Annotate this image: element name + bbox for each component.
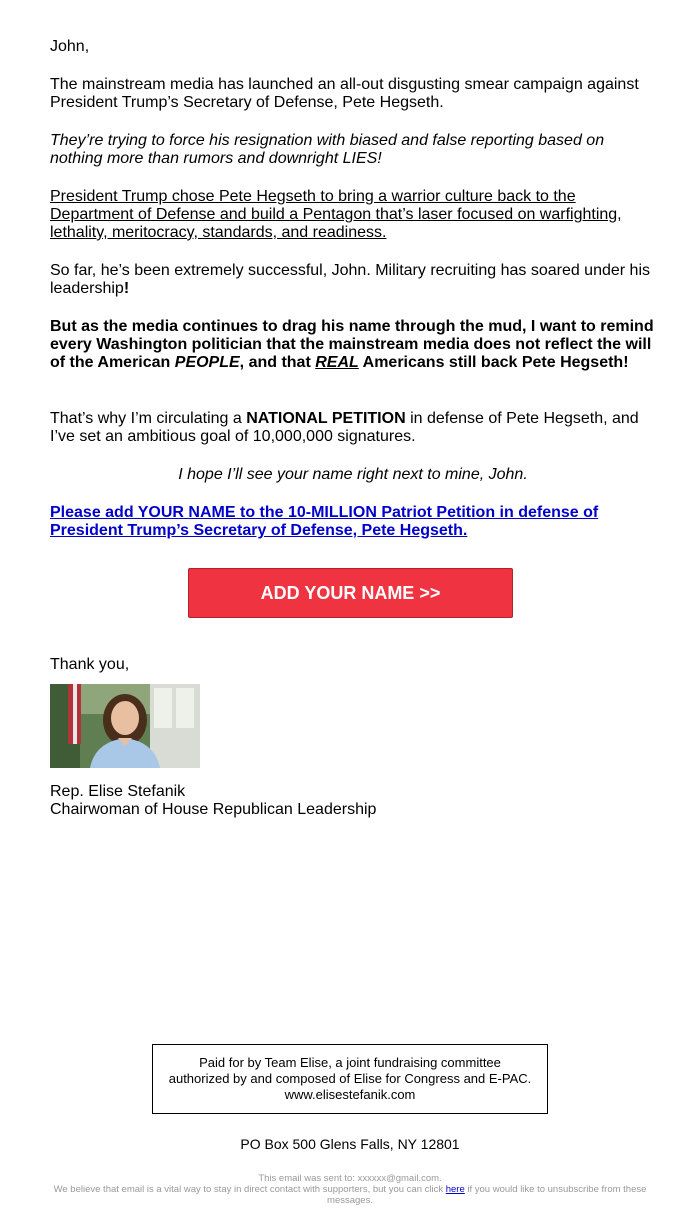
signer-name: Rep. Elise Stefanik (50, 783, 186, 800)
petition-text-a: That’s why I’m circulating a (50, 410, 247, 427)
mud-text-b: , and that (239, 354, 316, 371)
add-your-name-button[interactable]: ADD YOUR NAME >> (188, 568, 513, 618)
sign-off: Thank you, (50, 656, 130, 673)
petition-link[interactable]: Please add YOUR NAME to the 10-MILLION Patriot Petition in defense of President Trump’s Secretary of Defense, Pete Hegseth. (50, 504, 599, 539)
paragraph-warrior-culture: President Trump chose Pete Hegseth to bring a warrior culture back to the Department of Defense and build a Pentagon that’s laser focused on warfighting, lethality, meritocracy, standards, and readiness. (50, 188, 622, 241)
sent-to-notice: This email was sent to: xxxxxx@gmail.com. (258, 1173, 442, 1184)
unsubscribe-link[interactable]: here (445, 1184, 465, 1195)
petition-bold: NATIONAL PETITION (246, 410, 406, 427)
paragraph-media-mud (50, 318, 656, 372)
mailing-address: PO Box 500 Glens Falls, NY 12801 (240, 1136, 460, 1152)
paid-for-disclaimer: Paid for by Team Elise, a joint fundraising committee authorized by and composed of Elise for Congress and E-PAC. www.elisestefanik.com (152, 1044, 548, 1114)
paragraph-smear: The mainstream media has launched an all-out disgusting smear campaign against President Trump’s Secretary of Defense, Pete Hegseth. (50, 76, 639, 111)
mud-people: PEOPLE (174, 354, 240, 371)
paragraph-success (50, 262, 656, 298)
success-bang: ! (123, 280, 130, 297)
signer-photo (50, 684, 200, 768)
success-text: So far, he’s been extremely successful, John. Military recruiting has soared under his leadership (50, 262, 650, 297)
unsub-text-b: if you would like to unsubscribe from these messages. (327, 1184, 647, 1206)
greeting: John, (50, 38, 90, 55)
unsubscribe-notice (40, 1184, 660, 1206)
hope-line: I hope I’ll see your name right next to mine, John. (178, 466, 528, 483)
mud-text-a: But as the media continues to drag his name through the mud, I want to remind every Washington politician that the mainstream media does not reflect the will of the American (50, 318, 654, 371)
paragraph-resignation: They’re trying to force his resignation with biased and false reporting based on nothing more than rumors and downright LIES! (50, 132, 605, 167)
mud-real: REAL (315, 354, 359, 371)
paragraph-petition (50, 410, 656, 446)
unsub-text-a: We believe that email is a vital way to stay in direct contact with supporters, but you can click (53, 1184, 446, 1195)
signer-title: Chairwoman of House Republican Leadership (50, 801, 377, 818)
portrait-image (50, 684, 200, 768)
mud-text-c: Americans still back Pete Hegseth! (358, 354, 629, 371)
petition-text-b: in defense of Pete Hegseth, and I’ve set an ambitious goal of 10,000,000 signatures. (50, 410, 639, 445)
